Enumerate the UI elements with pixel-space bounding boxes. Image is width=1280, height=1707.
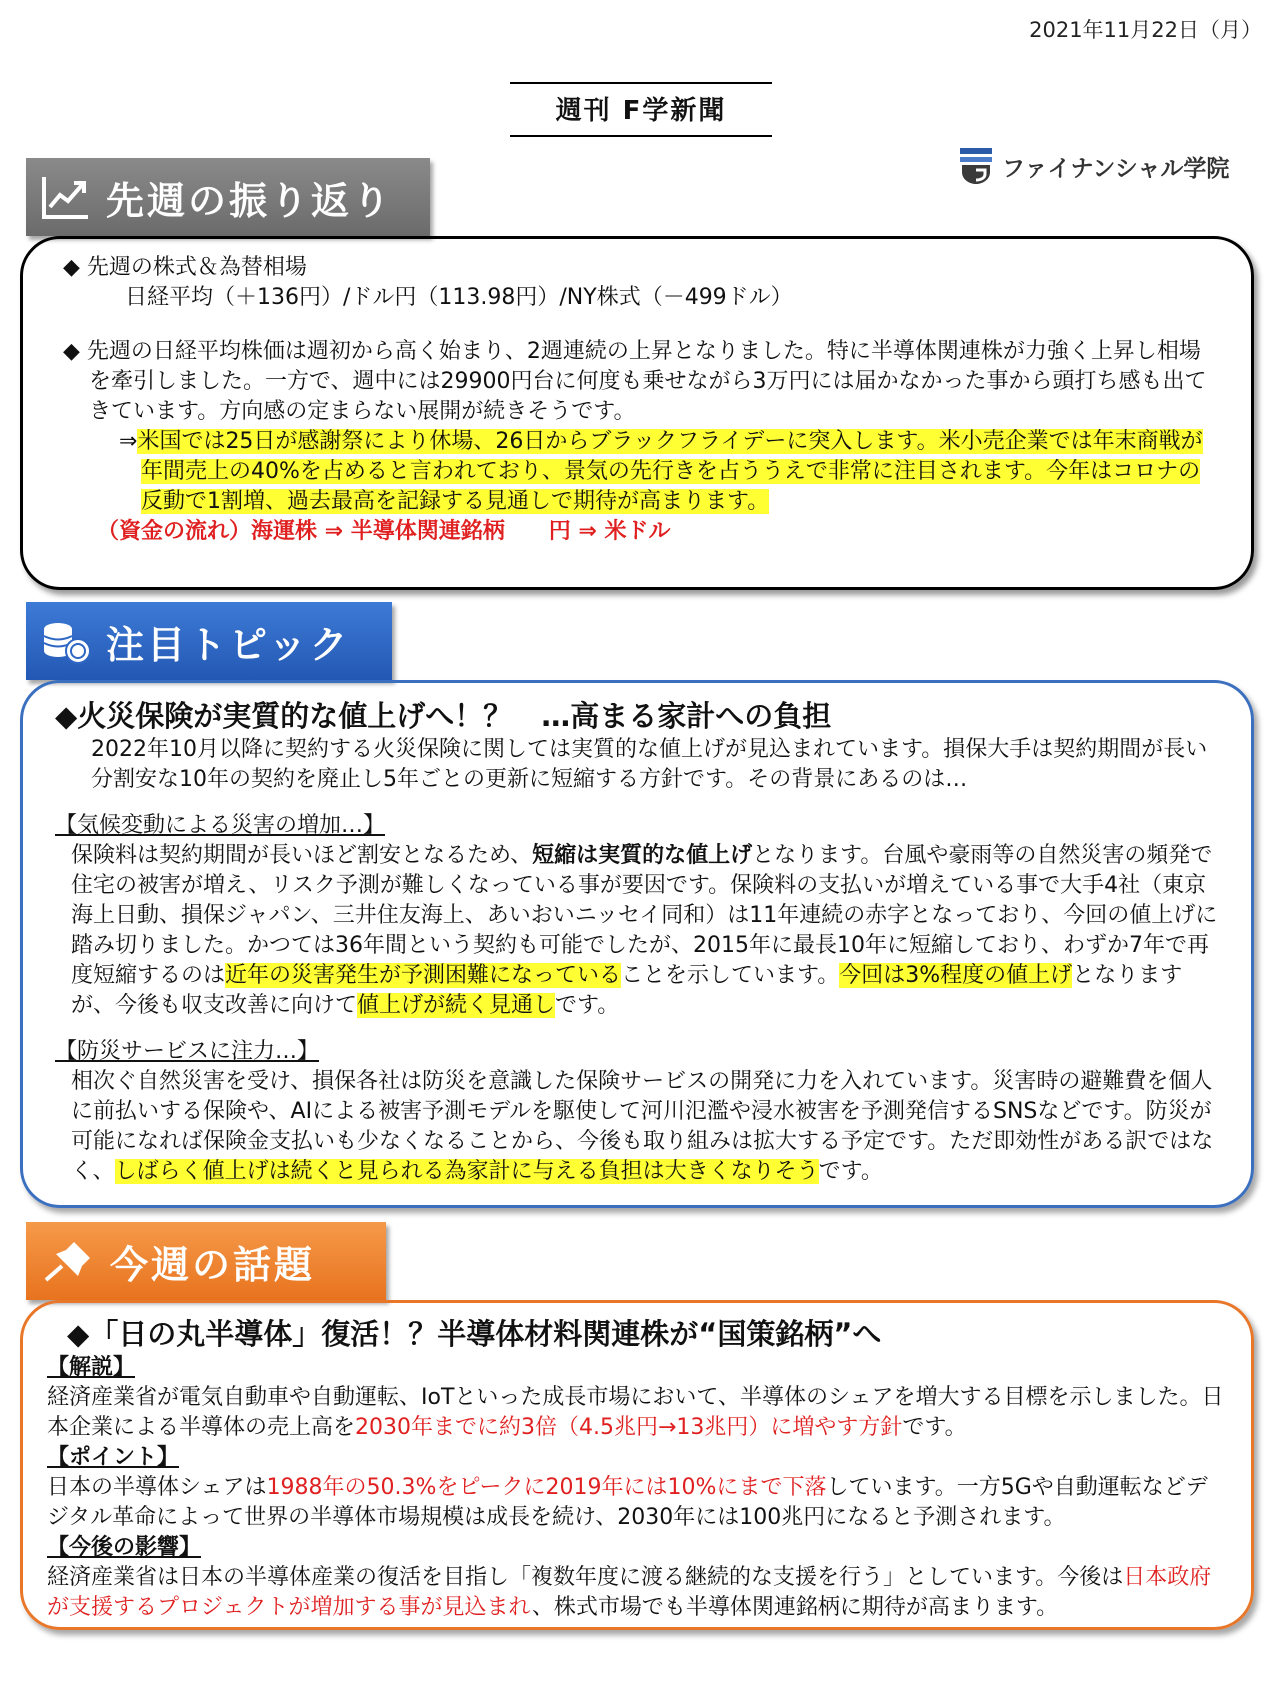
topic-sub2-title: 【防災サービスに注力…】	[55, 1039, 320, 1064]
weekly-impact	[47, 1563, 1227, 1623]
section-tab-weekly	[26, 1222, 386, 1300]
trend-chart-icon	[40, 173, 92, 221]
weekly-box	[20, 1300, 1254, 1630]
sub2-text-a: 相次ぐ自然災害を受け、損保各社は防災を意識した保険サービスの開発に力を入れています。災害時の避難費を個人に前払いする保険や、AIによる被害予測モデルを駆使して河川氾濫や浸水被害を予測発信するSNSなどです。防災が可能になれば保険金支払いも少なくなることから、今後も取り組みは拡大する予定です。ただ即効性がある訳ではなく、	[71, 1069, 1214, 1184]
review-box	[20, 236, 1254, 590]
weekly-label-point: 【ポイント】	[47, 1445, 180, 1470]
topic-sub1-title: 【気候変動による災害の増加…】	[55, 813, 386, 838]
market-summary: 日経平均（＋136円）/ドル円（113.98円）/NY株式（－499ドル）	[125, 285, 793, 310]
topic-headline: ◆火災保険が実質的な値上げへ！？ …高まる家計への負担	[55, 699, 832, 733]
sub1-text-d: ことを示しています。	[621, 963, 840, 988]
brand-name: ファイナンシャル学院	[1002, 155, 1230, 182]
coins-icon	[40, 617, 92, 665]
section-tab-review	[26, 158, 430, 236]
fg-logo-icon	[958, 146, 994, 186]
brand-logo	[958, 146, 1229, 186]
point-text-b: しています。一方5Gや自動運転などデジタル革命によって世界の半導体市場規模は成長を続け、2030年には100兆円になると予測されます。	[47, 1475, 1208, 1530]
sub1-text-c: となります。台風や豪雨等の自然災害の頻発で住宅の被害が増え、リスク予測が難しくなっている事が要因です。保険料の支払いが増えている事で大手4社（東京海上日動、損保ジャパン、三井住友海上、あいおいニッセイ同和）は11年連続の赤字となっており、今回の値上げに踏み切りました。かつては36年間という契約も可能でしたが、2015年に最長10年に短縮しており、わずか7年で再度短縮するのは	[71, 843, 1218, 988]
impact-text-b: 、株式市場でも半導体関連銘柄に期待が高まります。	[531, 1595, 1059, 1620]
weekly-point	[47, 1473, 1227, 1533]
weekly-headline: ◆「日の丸半導体」復活！？半導体材料関連株が“国策銘柄”へ	[67, 1317, 882, 1351]
explanation-red: 2030年までに約3倍（4.5兆円→13兆円）に増やす方針	[355, 1415, 903, 1440]
impact-red: 日本政府が支援するプロジェクトが増加する事が見込まれ	[47, 1565, 1212, 1620]
section-tab-topic	[26, 602, 392, 680]
issue-date: 2021年11月22日（月）	[1029, 18, 1262, 42]
review-highlight-paragraph	[63, 427, 1211, 517]
sub2-highlight: しばらく値上げは続くと見られる為家計に与える負担は大きくなりそう	[114, 1159, 819, 1184]
sub1-highlight-2: 今回は3%程度の値上げ	[839, 963, 1073, 988]
review-highlight: 米国では25日が感謝祭により休場、26日からブラックフライデーに突入します。米小売企業では年末商戦が年間売上の40%を占めると言われており、景気の先行きを占ううえで非常に注目されます。今年はコロナの反動で1割増、過去最高を記録する見通しで期待が高まります。	[137, 429, 1203, 514]
topic-box	[20, 680, 1254, 1208]
explanation-text-a: 経済産業省が電気自動車や自動運転、IoTといった成長市場において、半導体のシェアを増大する目標を示しました。日本企業による半導体の売上高を	[47, 1385, 1224, 1440]
point-text-a: 日本の半導体シェアは	[47, 1475, 267, 1500]
weekly-label-explanation: 【解説】	[47, 1355, 136, 1380]
sub1-text-e: となりますが、今後も収支改善に向けて	[71, 963, 1183, 1018]
section-title-weekly: 今週の話題	[110, 1242, 316, 1287]
sub1-bold: 短縮は実質的な値上げ	[532, 843, 753, 868]
topic-sub2-body	[55, 1067, 1219, 1187]
section-title-topic: 注目トピック	[106, 622, 351, 667]
pin-icon	[40, 1236, 96, 1286]
section-title-review: 先週の振り返り	[106, 178, 394, 223]
review-bullet1-title: ◆ 先週の株式＆為替相場	[63, 255, 307, 280]
sub1-highlight-1: 近年の災害発生が予測困難になっている	[225, 963, 622, 988]
review-bullet2: ◆ 先週の日経平均株価は週初から高く始まり、2週連続の上昇となりました。特に半導体関連株が力強く上昇し相場を牽引しました。一方で、週中には29900円台に何度も乗せながら3万円には届かなかった事から頭打ち感も出てきています。方向感の定まらない展開が続きそうです。	[63, 339, 1207, 424]
weekly-explanation	[47, 1383, 1227, 1443]
newsletter-title: 週刊 F学新聞	[510, 82, 772, 137]
impact-text-a: 経済産業省は日本の半導体産業の復活を目指し「複数年度に渡る継続的な支援を行う」としています。今後は	[47, 1565, 1124, 1590]
sub1-text-f: です。	[555, 993, 620, 1018]
topic-sub1-body	[55, 841, 1219, 1021]
money-flow: （資金の流れ）海運株 ⇒ 半導体関連銘柄 円 ⇒ 米ドル	[97, 519, 671, 544]
point-red: 1988年の50.3%をピークに2019年には10%にまで下落	[266, 1475, 827, 1500]
sub1-text-a: 保険料は契約期間が長いほど割安となるため、	[71, 843, 533, 868]
explanation-text-b: です。	[902, 1415, 967, 1440]
arrow-mark: ⇒	[119, 429, 138, 454]
weekly-label-impact: 【今後の影響】	[47, 1535, 202, 1560]
sub2-text-b: です。	[818, 1159, 883, 1184]
sub1-highlight-3: 値上げが続く見通し	[357, 993, 556, 1018]
topic-intro: 2022年10月以降に契約する火災保険に関しては実質的な値上げが見込まれています。損保大手は契約期間が長い分割安な10年の契約を廃止し5年ごとの更新に短縮する方針です。その背景にあるのは…	[91, 737, 1208, 792]
